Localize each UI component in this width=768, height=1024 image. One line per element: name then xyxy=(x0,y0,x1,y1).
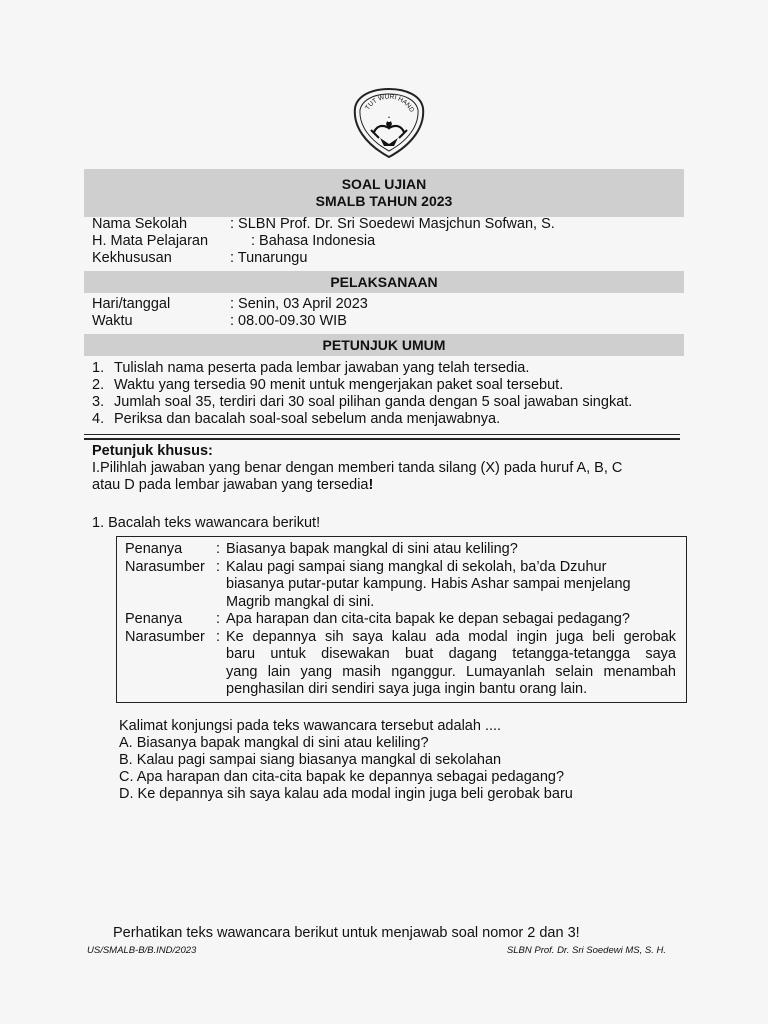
separator-line xyxy=(84,438,680,440)
interview-line: Magrib mangkal di sini. xyxy=(226,593,375,610)
interview-line: Ke depannya sih saya kalau ada modal ingin juga beli gerobak xyxy=(226,628,676,645)
instruction-number: 1. xyxy=(92,360,105,376)
exclamation-mark: ! xyxy=(368,477,374,493)
interview-text xyxy=(226,629,676,699)
instruction-text: Tulislah nama peserta pada lembar jawaban yang telah tersedia. xyxy=(114,360,530,376)
interview-text xyxy=(226,611,676,629)
question-stem: Kalimat konjungsi pada teks wawancara tersebut adalah .... xyxy=(119,718,502,734)
pelaksanaan-header: PELAKSANAAN xyxy=(84,271,684,293)
info-label: Nama Sekolah xyxy=(92,216,188,232)
interview-line: Kalau pagi sampai siang mangkal di sekolah, ba’da Dzuhur xyxy=(226,558,607,575)
interview-text xyxy=(226,559,676,612)
answer-option-b[interactable]: B. Kalau pagi sampai siang biasanya mangkal di sekolahan xyxy=(119,752,502,768)
info-label: H. Mata Pelajaran xyxy=(92,233,209,249)
answer-option-d[interactable]: D. Ke depannya sih saya kalau ada modal ingin juga beli gerobak baru xyxy=(119,786,573,802)
interview-speaker: Penanya xyxy=(125,611,183,627)
instruction-text: Waktu yang tersedia 90 menit untuk mengerjakan paket soal tersebut. xyxy=(114,377,564,393)
svg-text:TUT WURI HANDAYANI: TUT WURI HAND xyxy=(364,93,416,114)
interview-text xyxy=(226,541,676,559)
interview-colon: : xyxy=(216,611,221,627)
info-value: : SLBN Prof. Dr. Sri Soedewi Masjchun Sofwan, S. xyxy=(230,216,555,232)
interview-box xyxy=(116,536,687,703)
footer-school: SLBN Prof. Dr. Sri Soedewi MS, S. H. xyxy=(506,945,666,956)
instruction-number: 2. xyxy=(92,377,105,393)
interview-line: biasanya putar-putar kampung. Habis Ashar sampai menjelang xyxy=(226,576,631,592)
petunjuk-khusus-title: Petunjuk khusus: xyxy=(92,443,213,459)
instruction-text: Jumlah soal 35, terdiri dari 30 soal pilihan ganda dengan 5 soal jawaban singkat. xyxy=(114,394,633,410)
interview-colon: : xyxy=(216,541,221,557)
info-value: : 08.00-09.30 WIB xyxy=(230,313,347,329)
exam-title: SOAL UJIAN xyxy=(341,176,427,192)
instruction-number: 3. xyxy=(92,394,105,410)
info-label: Waktu xyxy=(92,313,133,329)
interview-speaker: Narasumber xyxy=(125,558,205,575)
petunjuk-umum-header: PETUNJUK UMUM xyxy=(84,334,684,356)
interview-line: Biasanya bapak mangkal di sini atau keliling? xyxy=(226,541,518,557)
interview-line: penghasilan diri sendiri saya juga ingin bantu orang lain. xyxy=(226,681,588,697)
interview-line: Apa harapan dan cita-cita bapak ke depan sebagai pedagang? xyxy=(226,611,630,627)
info-value: : Senin, 03 April 2023 xyxy=(230,296,368,312)
interview-speaker: Penanya xyxy=(125,541,183,557)
interview-line: yang lain yang masih nganggur. Lumayanlah selain menambah xyxy=(226,663,676,680)
answer-option-a[interactable]: A. Biasanya bapak mangkal di sini atau keliling? xyxy=(119,735,429,751)
interview-colon: : xyxy=(216,628,221,645)
instruction-number: 4. xyxy=(92,411,105,427)
footer-code: US/SMALB-B/B.IND/2023 xyxy=(87,945,197,956)
petunjuk-khusus-line xyxy=(92,477,373,494)
interview-line: baru untuk disewakan buat dagang tetangga-tetangga saya xyxy=(226,646,676,662)
separator-line xyxy=(84,434,680,435)
question-prompt: 1. Bacalah teks wawancara berikut! xyxy=(92,515,321,531)
exam-year: SMALB TAHUN 2023 xyxy=(315,193,453,209)
interview-speaker: Narasumber xyxy=(125,628,205,645)
instruction-text: Periksa dan bacalah soal-soal sebelum anda menjawabnya. xyxy=(114,411,501,427)
next-instruction: Perhatikan teks wawancara berikut untuk menjawab soal nomor 2 dan 3! xyxy=(113,925,580,941)
petunjuk-khusus-line: I.Pilihlah jawaban yang benar dengan memberi tanda silang (X) pada huruf A, B, C xyxy=(92,460,623,476)
answer-option-c[interactable]: C. Apa harapan dan cita-cita bapak ke depannya sebagai pedagang? xyxy=(119,769,565,785)
exam-header xyxy=(84,169,684,217)
interview-colon: : xyxy=(216,558,221,575)
info-value: : Tunarungu xyxy=(230,250,308,266)
info-label: Kekhususan xyxy=(92,250,172,266)
info-label: Hari/tanggal xyxy=(92,296,171,312)
info-value: : Bahasa Indonesia xyxy=(251,233,376,249)
tut-wuri-handayani-logo xyxy=(349,86,429,161)
petunjuk-khusus-text: atau D pada lembar jawaban yang tersedia xyxy=(92,477,369,493)
